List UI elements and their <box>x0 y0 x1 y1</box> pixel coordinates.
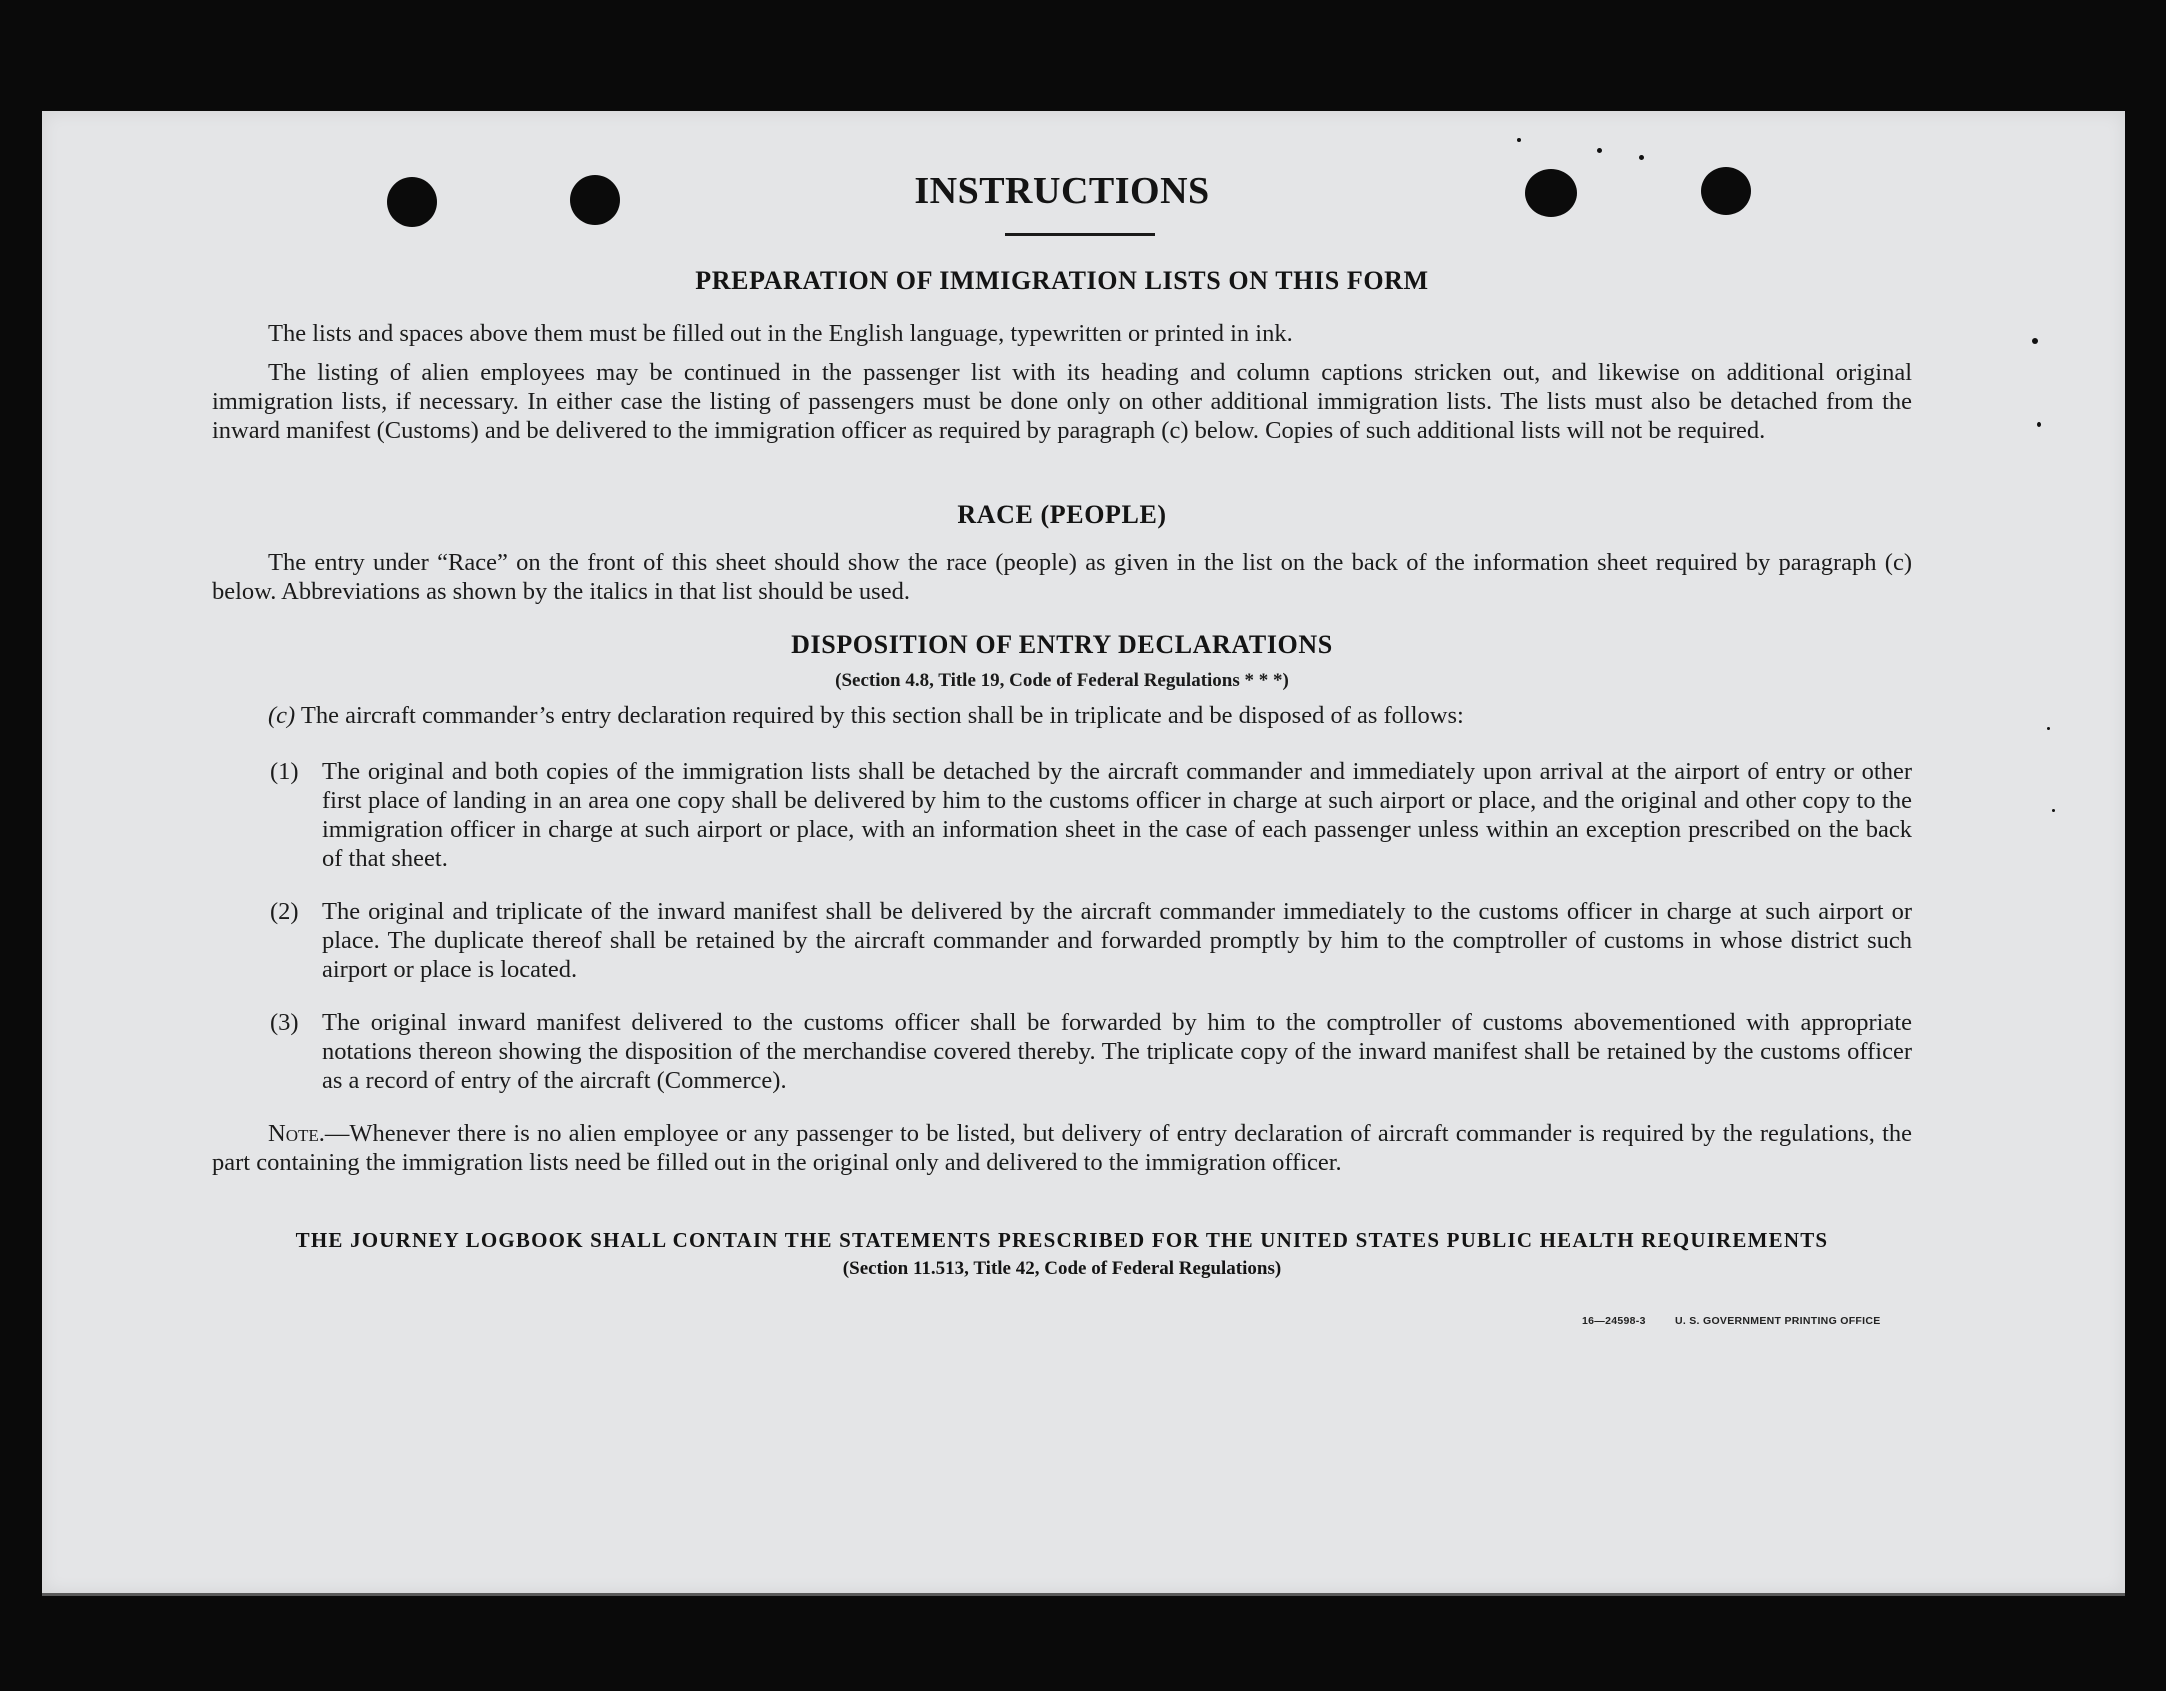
list-item <box>270 1008 1912 1095</box>
list-item <box>270 897 1912 984</box>
dust-speck <box>2052 809 2055 812</box>
note-paragraph <box>212 1119 1912 1177</box>
preparation-heading: PREPARATION OF IMMIGRATION LISTS ON THIS FORM <box>695 266 1429 295</box>
title-underline <box>1005 233 1155 236</box>
printer-imprint <box>1582 1315 1912 1327</box>
sheet-bottom-edge <box>42 1593 2125 1596</box>
item-number: (2) <box>270 898 299 925</box>
dust-speck <box>2037 422 2041 427</box>
intro-text: The aircraft commander’s entry declaration required by this section shall be in triplicate and be disposed of as follows: <box>300 702 1464 729</box>
race-paragraph: The entry under “Race” on the front of this sheet should show the race (people) as given in the list on the back of the information sheet required by paragraph (c) below. Abbreviations as shown by the italics in that list should be used. <box>212 549 1912 605</box>
logbook-citation: (Section 11.513, Title 42, Code of Federal Regulations) <box>842 1258 1282 1279</box>
note-text: —Whenever there is no alien employee or any passenger to be listed, but delivery of entry declaration of aircraft commander is required by the regulations, the part containing the immigration lists need be filled out in the original only and delivered to the immigration officer. <box>212 1120 1912 1176</box>
disposition-heading: DISPOSITION OF ENTRY DECLARATIONS <box>791 630 1333 659</box>
intro-label: (c) <box>268 702 296 729</box>
dust-speck <box>2032 338 2038 344</box>
dust-speck <box>1517 138 1521 142</box>
printer-name: U. S. GOVERNMENT PRINTING OFFICE <box>1674 1315 1881 1327</box>
list-item <box>270 757 1912 873</box>
dust-speck <box>2047 727 2050 730</box>
dust-speck <box>1597 148 1602 153</box>
preparation-paragraph-2: The listing of alien employees may be continued in the passenger list with its heading and column captions stricken out, and likewise on additional original immigration lists, if necessary. In either case the listing of passengers must be done only on other additional immigration lists. The lists must also be detached from the inward manifest (Customs) and be delivered to the immigration officer as required by paragraph (c) below. Copies of such additional lists will not be required. <box>212 359 1912 444</box>
item-number: (3) <box>270 1009 299 1036</box>
item-text: The original and both copies of the immigration lists shall be detached by the aircraft commander and immediately upon arrival at the airport of entry or other first place of landing in an area one copy shall be delivered by him to the customs officer in charge at such airport or place, and the original and other copy to the immigration officer in charge at such airport or place, with an information sheet in the case of each passenger unless within an exception prescribed on the back of that sheet. <box>322 758 1912 872</box>
note-label: Note. <box>268 1120 325 1147</box>
page-title: INSTRUCTIONS <box>914 170 1210 212</box>
paper-sheet <box>42 111 2125 1593</box>
race-heading: RACE (PEOPLE) <box>957 500 1167 529</box>
dust-speck <box>1639 155 1644 160</box>
item-text: The original inward manifest delivered to the customs officer shall be forwarded by him to the comptroller of customs abovementioned with appropriate notations thereon showing the disposition of the merchandise covered thereby. The triplicate copy of the inward manifest shall be retained by the customs officer as a record of entry of the aircraft (Commerce). <box>322 1009 1912 1094</box>
preparation-paragraph-1: The lists and spaces above them must be filled out in the English language, typewritten or printed in ink. <box>268 320 1293 347</box>
item-number: (1) <box>270 758 299 785</box>
item-text: The original and triplicate of the inward manifest shall be delivered by the aircraft commander immediately to the customs officer in charge at such airport or place. The duplicate thereof shall be retained by the aircraft commander and forwarded promptly by him to the comptroller of customs in whose district such airport or place is located. <box>322 898 1912 983</box>
logbook-statement: THE JOURNEY LOGBOOK SHALL CONTAIN THE STATEMENTS PRESCRIBED FOR THE UNITED STATES PUBLIC HEALTH REQUIREMENTS <box>295 1228 1829 1252</box>
form-number: 16—24598-3 <box>1582 1315 1646 1327</box>
disposition-citation: (Section 4.8, Title 19, Code of Federal Regulations * * *) <box>835 670 1289 691</box>
disposition-intro <box>268 701 1912 730</box>
